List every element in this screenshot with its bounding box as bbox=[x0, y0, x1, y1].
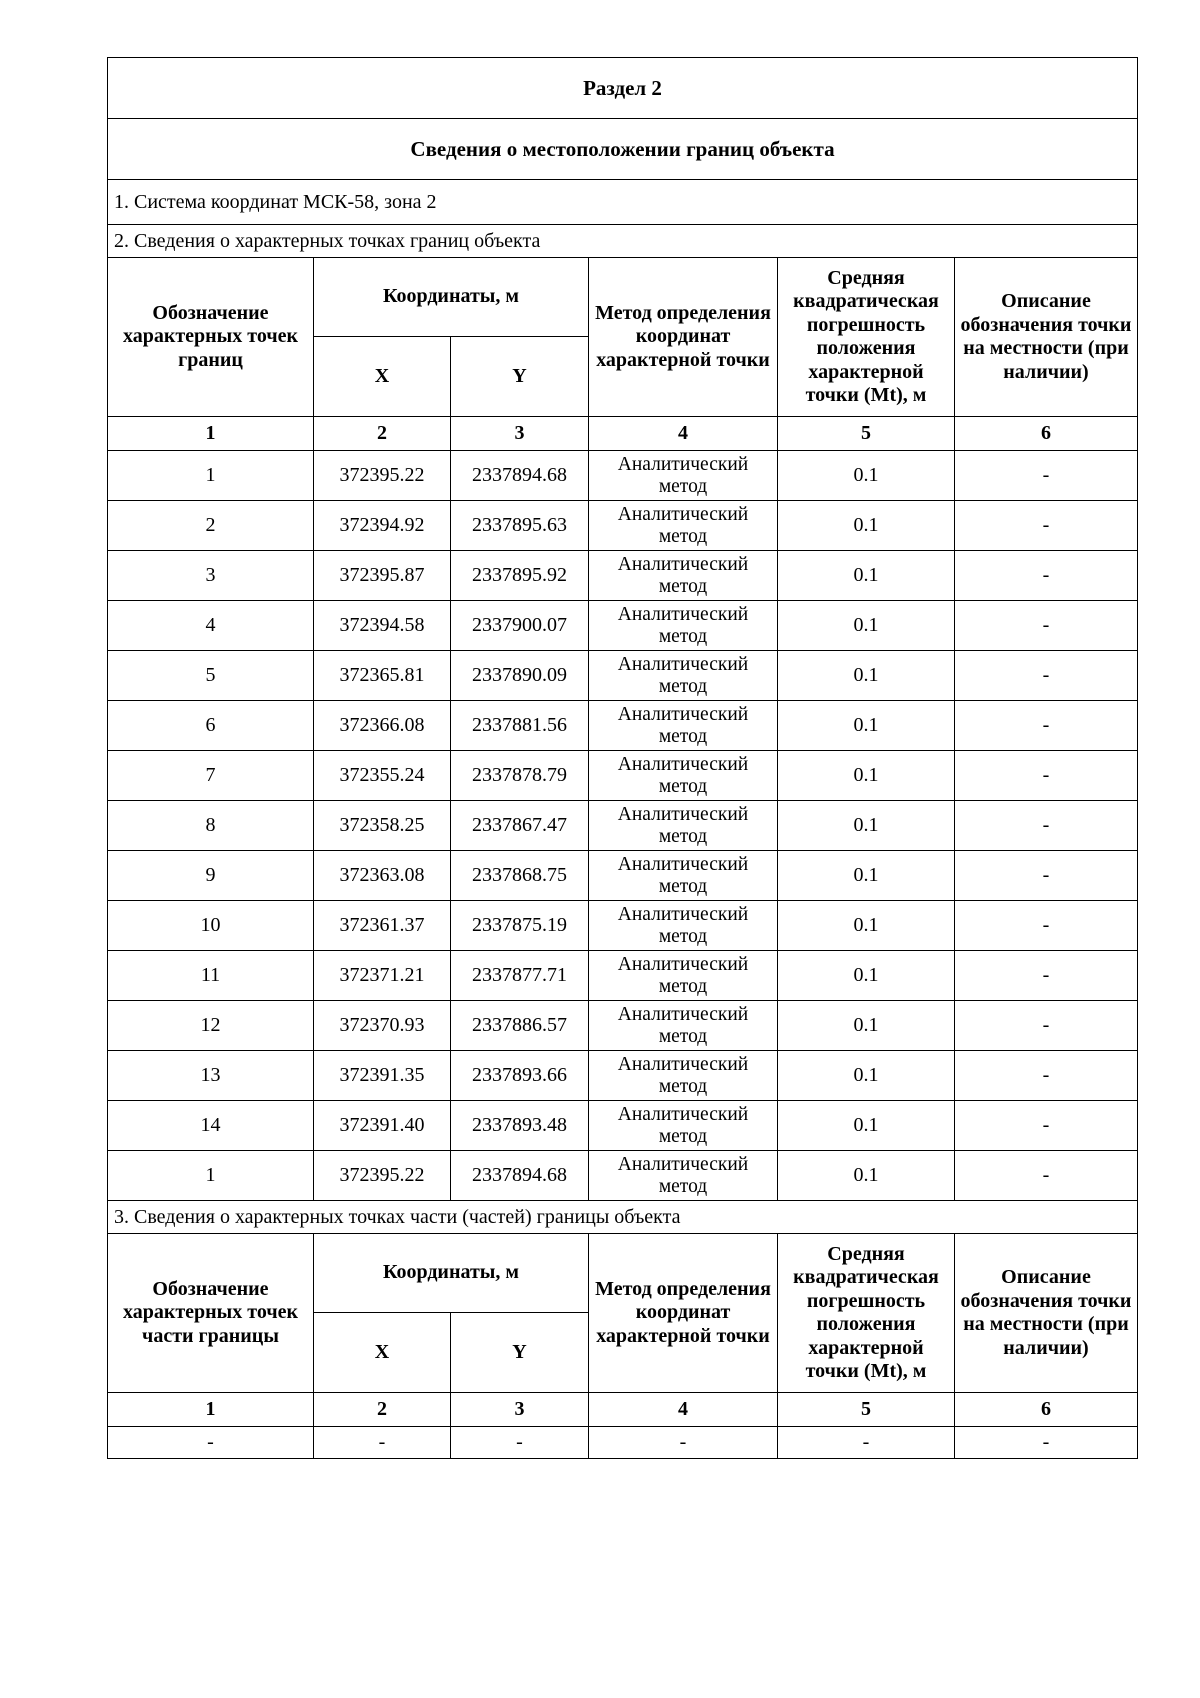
mean-error-cell: 0.1 bbox=[778, 601, 955, 651]
column-numbers-row bbox=[108, 417, 1138, 451]
x-coordinate-cell: 372391.35 bbox=[314, 1051, 451, 1101]
x-coordinate-cell: 372355.24 bbox=[314, 751, 451, 801]
point-number-cell: 5 bbox=[108, 651, 314, 701]
column-number: 4 bbox=[589, 417, 778, 451]
table-row bbox=[108, 851, 1138, 901]
point-number-cell: 11 bbox=[108, 951, 314, 1001]
x-coordinate-cell: 372358.25 bbox=[314, 801, 451, 851]
x-coordinate-cell: 372366.08 bbox=[314, 701, 451, 751]
point-number-cell: 9 bbox=[108, 851, 314, 901]
mean-error-cell: 0.1 bbox=[778, 1051, 955, 1101]
header-point-designation: Обозначение характерных точек границ bbox=[108, 258, 314, 417]
table-row bbox=[108, 1427, 1138, 1459]
header-coordinates: Координаты, м bbox=[314, 258, 589, 337]
x-coordinate-cell: 372370.93 bbox=[314, 1001, 451, 1051]
mean-error-cell: 0.1 bbox=[778, 1001, 955, 1051]
description-cell: - bbox=[955, 551, 1138, 601]
method-cell: Аналитический метод bbox=[589, 751, 778, 801]
column-number: 3 bbox=[451, 1393, 589, 1427]
section-2-document bbox=[107, 57, 1137, 1459]
mean-error-cell: 0.1 bbox=[778, 951, 955, 1001]
header-method: Метод определения координат характерной точки bbox=[589, 1234, 778, 1393]
x-coordinate-cell: 372363.08 bbox=[314, 851, 451, 901]
mean-error-cell: 0.1 bbox=[778, 651, 955, 701]
description-cell: - bbox=[955, 1101, 1138, 1151]
table-row bbox=[108, 451, 1138, 501]
description-cell: - bbox=[955, 851, 1138, 901]
description-cell: - bbox=[955, 1151, 1138, 1201]
y-coordinate-cell: 2337894.68 bbox=[451, 451, 589, 501]
header-method: Метод определения координат характерной точки bbox=[589, 258, 778, 417]
x-coordinate-cell: 372395.87 bbox=[314, 551, 451, 601]
method-cell: Аналитический метод bbox=[589, 651, 778, 701]
column-number: 1 bbox=[108, 1393, 314, 1427]
description-cell: - bbox=[955, 801, 1138, 851]
y-coordinate-cell: 2337868.75 bbox=[451, 851, 589, 901]
point-number-cell: 1 bbox=[108, 451, 314, 501]
table-row bbox=[108, 601, 1138, 651]
header-coordinates: Координаты, м bbox=[314, 1234, 589, 1313]
y-coordinate-cell: 2337895.92 bbox=[451, 551, 589, 601]
description-cell: - bbox=[955, 751, 1138, 801]
column-number: 5 bbox=[778, 417, 955, 451]
x-coordinate-cell: 372394.58 bbox=[314, 601, 451, 651]
method-cell: Аналитический метод bbox=[589, 1051, 778, 1101]
column-number: 1 bbox=[108, 417, 314, 451]
point-number-cell: 1 bbox=[108, 1151, 314, 1201]
column-number: 4 bbox=[589, 1393, 778, 1427]
point-number-cell: 13 bbox=[108, 1051, 314, 1101]
mean-error-cell: 0.1 bbox=[778, 851, 955, 901]
description-cell: - bbox=[955, 1427, 1138, 1459]
column-number: 6 bbox=[955, 1393, 1138, 1427]
y-coordinate-cell: 2337893.48 bbox=[451, 1101, 589, 1151]
description-cell: - bbox=[955, 601, 1138, 651]
section-subtitle: Сведения о местоположении границ объекта bbox=[108, 119, 1138, 180]
column-number: 2 bbox=[314, 417, 451, 451]
method-cell: Аналитический метод bbox=[589, 951, 778, 1001]
method-cell: Аналитический метод bbox=[589, 501, 778, 551]
y-coordinate-cell: 2337893.66 bbox=[451, 1051, 589, 1101]
table-row bbox=[108, 1051, 1138, 1101]
point-number-cell: 2 bbox=[108, 501, 314, 551]
column-numbers-row bbox=[108, 1393, 1138, 1427]
y-coordinate-cell: 2337867.47 bbox=[451, 801, 589, 851]
table-row bbox=[108, 701, 1138, 751]
boundary-table bbox=[107, 57, 1138, 1459]
x-coordinate-cell: 372394.92 bbox=[314, 501, 451, 551]
point-number-cell: 3 bbox=[108, 551, 314, 601]
part-2-title: 2. Сведения о характерных точках границ объекта bbox=[108, 225, 1138, 258]
mean-error-cell: - bbox=[778, 1427, 955, 1459]
method-cell: Аналитический метод bbox=[589, 1001, 778, 1051]
point-number-cell: 8 bbox=[108, 801, 314, 851]
x-coordinate-cell: 372361.37 bbox=[314, 901, 451, 951]
y-coordinate-cell: 2337886.57 bbox=[451, 1001, 589, 1051]
y-coordinate-cell: - bbox=[451, 1427, 589, 1459]
method-cell: Аналитический метод bbox=[589, 551, 778, 601]
mean-error-cell: 0.1 bbox=[778, 451, 955, 501]
y-coordinate-cell: 2337890.09 bbox=[451, 651, 589, 701]
mean-error-cell: 0.1 bbox=[778, 551, 955, 601]
column-number: 6 bbox=[955, 417, 1138, 451]
mean-error-cell: 0.1 bbox=[778, 501, 955, 551]
description-cell: - bbox=[955, 901, 1138, 951]
point-number-cell: 6 bbox=[108, 701, 314, 751]
mean-error-cell: 0.1 bbox=[778, 701, 955, 751]
header-error: Средняя квадратическая погрешность положения характерной точки (Mt), м bbox=[778, 258, 955, 417]
column-number: 2 bbox=[314, 1393, 451, 1427]
method-cell: Аналитический метод bbox=[589, 1101, 778, 1151]
y-coordinate-cell: 2337877.71 bbox=[451, 951, 589, 1001]
table-row bbox=[108, 1101, 1138, 1151]
header-point-designation-part: Обозначение характерных точек части границы bbox=[108, 1234, 314, 1393]
mean-error-cell: 0.1 bbox=[778, 751, 955, 801]
point-number-cell: - bbox=[108, 1427, 314, 1459]
header-description: Описание обозначения точки на местности (при наличии) bbox=[955, 258, 1138, 417]
method-cell: - bbox=[589, 1427, 778, 1459]
x-coordinate-cell: 372395.22 bbox=[314, 451, 451, 501]
y-coordinate-cell: 2337881.56 bbox=[451, 701, 589, 751]
column-number: 5 bbox=[778, 1393, 955, 1427]
description-cell: - bbox=[955, 501, 1138, 551]
mean-error-cell: 0.1 bbox=[778, 901, 955, 951]
table-row bbox=[108, 801, 1138, 851]
y-coordinate-cell: 2337895.63 bbox=[451, 501, 589, 551]
table-row bbox=[108, 551, 1138, 601]
table-row bbox=[108, 751, 1138, 801]
point-number-cell: 4 bbox=[108, 601, 314, 651]
coordinate-system-line: 1. Система координат МСК-58, зона 2 bbox=[108, 180, 1138, 225]
mean-error-cell: 0.1 bbox=[778, 801, 955, 851]
table-row bbox=[108, 1151, 1138, 1201]
y-coordinate-cell: 2337894.68 bbox=[451, 1151, 589, 1201]
table-row bbox=[108, 501, 1138, 551]
header-error: Средняя квадратическая погрешность положения характерной точки (Mt), м bbox=[778, 1234, 955, 1393]
point-number-cell: 14 bbox=[108, 1101, 314, 1151]
header-y: Y bbox=[451, 1313, 589, 1393]
method-cell: Аналитический метод bbox=[589, 601, 778, 651]
method-cell: Аналитический метод bbox=[589, 801, 778, 851]
x-coordinate-cell: 372371.21 bbox=[314, 951, 451, 1001]
method-cell: Аналитический метод bbox=[589, 851, 778, 901]
header-x: X bbox=[314, 337, 451, 417]
description-cell: - bbox=[955, 651, 1138, 701]
point-number-cell: 7 bbox=[108, 751, 314, 801]
description-cell: - bbox=[955, 1001, 1138, 1051]
description-cell: - bbox=[955, 1051, 1138, 1101]
header-y: Y bbox=[451, 337, 589, 417]
part-3-title: 3. Сведения о характерных точках части (частей) границы объекта bbox=[108, 1201, 1138, 1234]
description-cell: - bbox=[955, 451, 1138, 501]
y-coordinate-cell: 2337900.07 bbox=[451, 601, 589, 651]
y-coordinate-cell: 2337875.19 bbox=[451, 901, 589, 951]
method-cell: Аналитический метод bbox=[589, 701, 778, 751]
x-coordinate-cell: - bbox=[314, 1427, 451, 1459]
section-title: Раздел 2 bbox=[108, 58, 1138, 119]
mean-error-cell: 0.1 bbox=[778, 1101, 955, 1151]
description-cell: - bbox=[955, 701, 1138, 751]
description-cell: - bbox=[955, 951, 1138, 1001]
mean-error-cell: 0.1 bbox=[778, 1151, 955, 1201]
column-number: 3 bbox=[451, 417, 589, 451]
point-number-cell: 12 bbox=[108, 1001, 314, 1051]
header-x: X bbox=[314, 1313, 451, 1393]
table-row bbox=[108, 951, 1138, 1001]
x-coordinate-cell: 372391.40 bbox=[314, 1101, 451, 1151]
x-coordinate-cell: 372365.81 bbox=[314, 651, 451, 701]
x-coordinate-cell: 372395.22 bbox=[314, 1151, 451, 1201]
y-coordinate-cell: 2337878.79 bbox=[451, 751, 589, 801]
table-row bbox=[108, 901, 1138, 951]
method-cell: Аналитический метод bbox=[589, 451, 778, 501]
table-row bbox=[108, 651, 1138, 701]
header-description: Описание обозначения точки на местности (при наличии) bbox=[955, 1234, 1138, 1393]
table-row bbox=[108, 1001, 1138, 1051]
method-cell: Аналитический метод bbox=[589, 901, 778, 951]
point-number-cell: 10 bbox=[108, 901, 314, 951]
method-cell: Аналитический метод bbox=[589, 1151, 778, 1201]
